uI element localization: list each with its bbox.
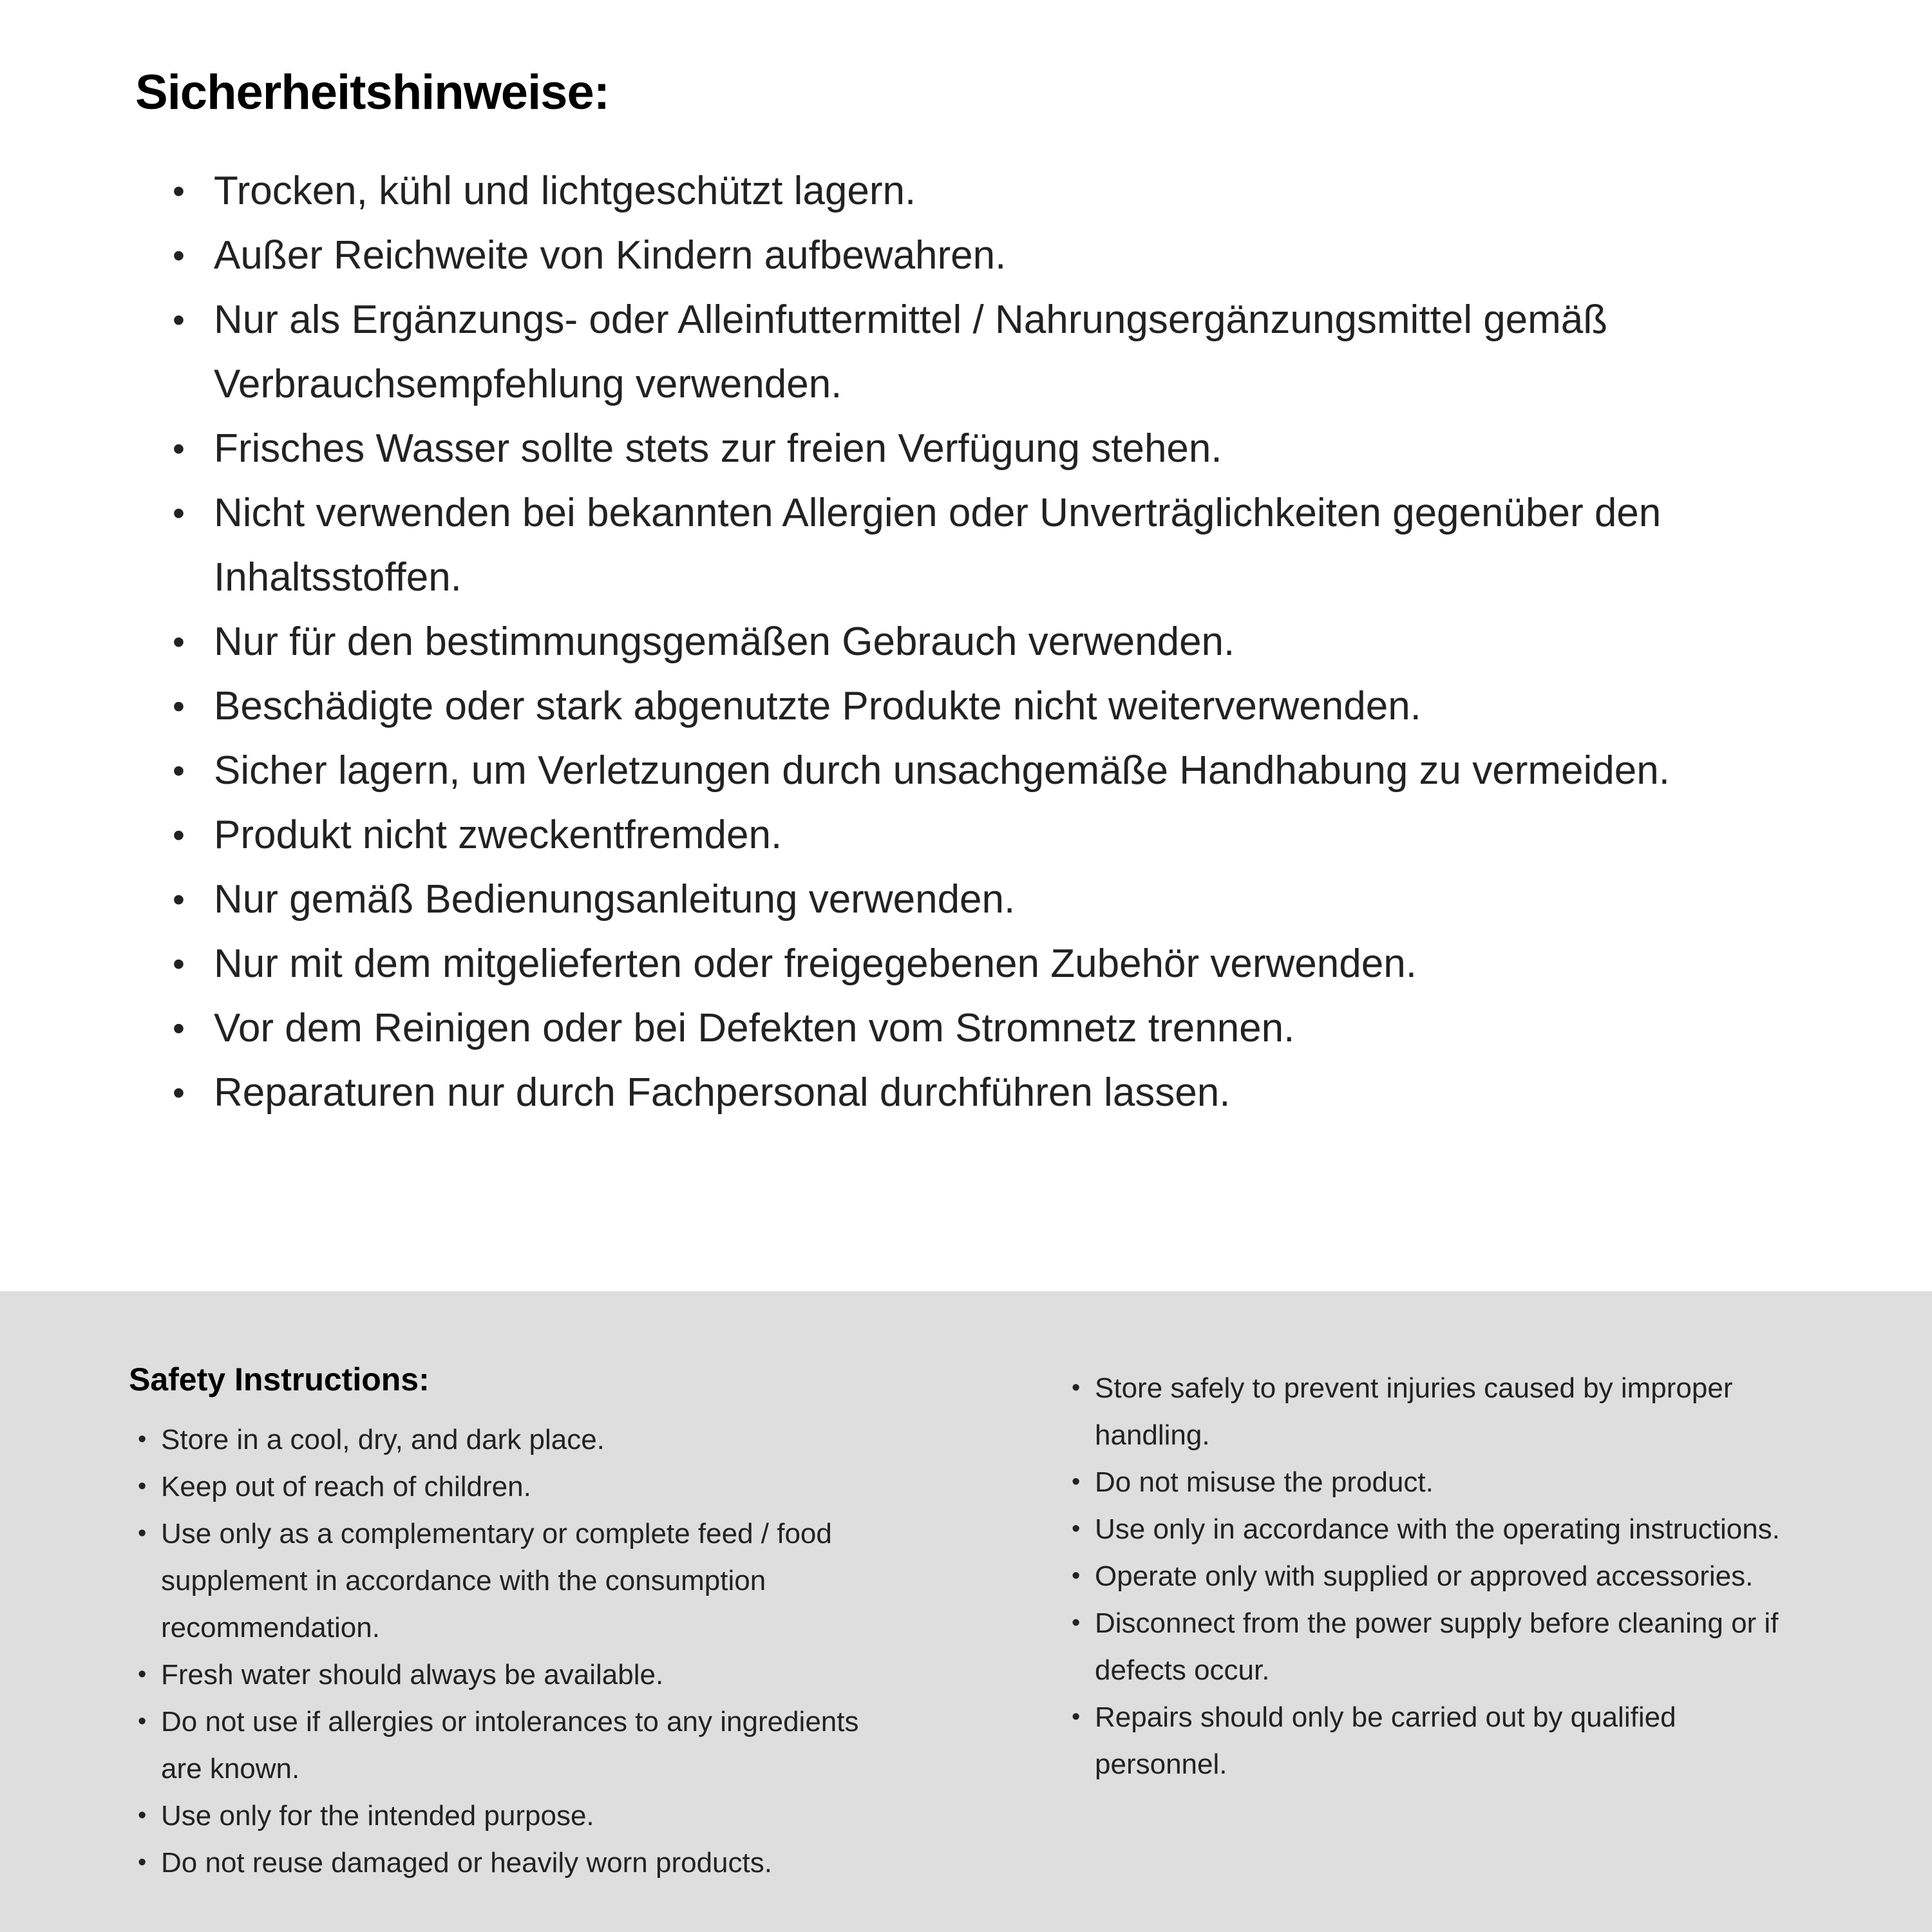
list-item-text: Use only for the intended purpose.	[161, 1800, 594, 1832]
list-item-text: Außer Reichweite von Kindern aufbewahren.	[214, 233, 1007, 278]
list-item	[173, 996, 1739, 1061]
bullet-icon: •	[173, 816, 185, 855]
german-section-title: Sicherheitshinweise:	[135, 65, 610, 120]
list-item	[1072, 1600, 1810, 1694]
list-item	[138, 1792, 902, 1839]
german-bullet-list	[135, 159, 1739, 1125]
english-right-column	[1063, 1361, 1810, 1932]
list-item-text: Frisches Wasser sollte stets zur freien Verfügung stehen.	[214, 426, 1222, 471]
bullet-icon: •	[173, 687, 185, 726]
bullet-icon: •	[138, 1849, 147, 1876]
bullet-icon: •	[173, 623, 185, 661]
bullet-icon: •	[1072, 1609, 1081, 1636]
list-item	[173, 674, 1739, 739]
bullet-icon: •	[173, 1009, 185, 1048]
list-item	[138, 1698, 902, 1792]
list-item-text: Store in a cool, dry, and dark place.	[161, 1424, 605, 1455]
english-section-title: Safety Instructions:	[129, 1361, 430, 1397]
list-item	[173, 223, 1739, 288]
list-item-text: Do not use if allergies or intolerances to any ingredients are known.	[161, 1706, 859, 1785]
bullet-icon: •	[173, 172, 185, 211]
bullet-icon: •	[173, 752, 185, 790]
bullet-icon: •	[173, 1074, 185, 1112]
list-item-text: Vor dem Reinigen oder bei Defekten vom Stromnetz trennen.	[214, 1006, 1295, 1050]
list-item	[173, 1061, 1739, 1125]
list-item-text: Reparaturen nur durch Fachpersonal durchführen lassen.	[214, 1070, 1231, 1115]
list-item-text: Nur mit dem mitgelieferten oder freigegebenen Zubehör verwenden.	[214, 942, 1417, 986]
bullet-icon: •	[173, 236, 185, 275]
list-item	[173, 481, 1739, 610]
bullet-icon: •	[1072, 1468, 1081, 1495]
list-item-text: Nur gemäß Bedienungsanleitung verwenden.	[214, 877, 1016, 922]
bullet-icon: •	[138, 1426, 147, 1453]
bullet-icon: •	[173, 880, 185, 919]
list-item-text: Do not reuse damaged or heavily worn products.	[161, 1847, 772, 1879]
list-item-text: Operate only with supplied or approved accessories.	[1095, 1560, 1754, 1592]
list-item	[173, 739, 1739, 803]
bullet-icon: •	[138, 1473, 147, 1500]
list-item	[138, 1510, 902, 1651]
bullet-icon: •	[1072, 1703, 1081, 1730]
bullet-icon: •	[1072, 1515, 1081, 1542]
list-item	[173, 288, 1739, 417]
list-item	[173, 610, 1739, 674]
english-left-bullet-list	[129, 1416, 902, 1886]
list-item-text: Disconnect from the power supply before cleaning or if defects occur.	[1095, 1607, 1779, 1686]
list-item-text: Trocken, kühl und lichtgeschützt lagern.	[214, 169, 916, 213]
bullet-icon: •	[173, 945, 185, 983]
english-right-bullet-list	[1063, 1365, 1810, 1788]
list-item-text: Keep out of reach of children.	[161, 1471, 531, 1502]
list-item	[138, 1839, 902, 1886]
bullet-icon: •	[138, 1661, 147, 1688]
bullet-icon: •	[1072, 1374, 1081, 1401]
list-item	[1072, 1365, 1810, 1459]
bullet-icon: •	[138, 1708, 147, 1735]
list-item-text: Use only in accordance with the operating instructions.	[1095, 1513, 1780, 1545]
list-item-text: Use only as a complementary or complete feed / food supplement in accordance with the consumption recommendation.	[161, 1518, 832, 1643]
bullet-icon: •	[138, 1520, 147, 1547]
list-item	[173, 867, 1739, 932]
list-item	[138, 1463, 902, 1510]
list-item	[173, 417, 1739, 481]
bullet-icon: •	[173, 430, 185, 468]
bullet-icon: •	[173, 494, 185, 533]
list-item-text: Repairs should only be carried out by qualified personnel.	[1095, 1701, 1676, 1780]
list-item-text: Store safely to prevent injuries caused by improper handling.	[1095, 1372, 1733, 1451]
list-item	[1072, 1694, 1810, 1788]
list-item	[173, 932, 1739, 996]
list-item-text: Beschädigte oder stark abgenutzte Produkte nicht weiterverwenden.	[214, 684, 1421, 728]
list-item	[1072, 1553, 1810, 1600]
bullet-icon: •	[173, 301, 185, 339]
list-item	[1072, 1459, 1810, 1506]
list-item	[138, 1651, 902, 1698]
list-item-text: Produkt nicht zweckentfremden.	[214, 813, 782, 857]
list-item-text: Sicher lagern, um Verletzungen durch unsachgemäße Handhabung zu vermeiden.	[214, 748, 1670, 793]
bullet-icon: •	[1072, 1562, 1081, 1589]
bullet-icon: •	[138, 1802, 147, 1829]
list-item-text: Nur als Ergänzungs- oder Alleinfuttermittel / Nahrungsergänzungsmittel gemäß Verbrauchsempfehlung verwenden.	[214, 298, 1608, 406]
list-item	[173, 159, 1739, 223]
list-item-text: Do not misuse the product.	[1095, 1466, 1434, 1498]
list-item-text: Fresh water should always be available.	[161, 1659, 664, 1690]
list-item	[138, 1416, 902, 1463]
english-section	[0, 1291, 1932, 1932]
list-item	[1072, 1506, 1810, 1553]
list-item-text: Nur für den bestimmungsgemäßen Gebrauch verwenden.	[214, 620, 1235, 664]
english-left-column	[129, 1361, 902, 1932]
list-item-text: Nicht verwenden bei bekannten Allergien oder Unverträglichkeiten gegenüber den Inhaltsstoffen.	[214, 491, 1662, 600]
list-item	[173, 803, 1739, 867]
